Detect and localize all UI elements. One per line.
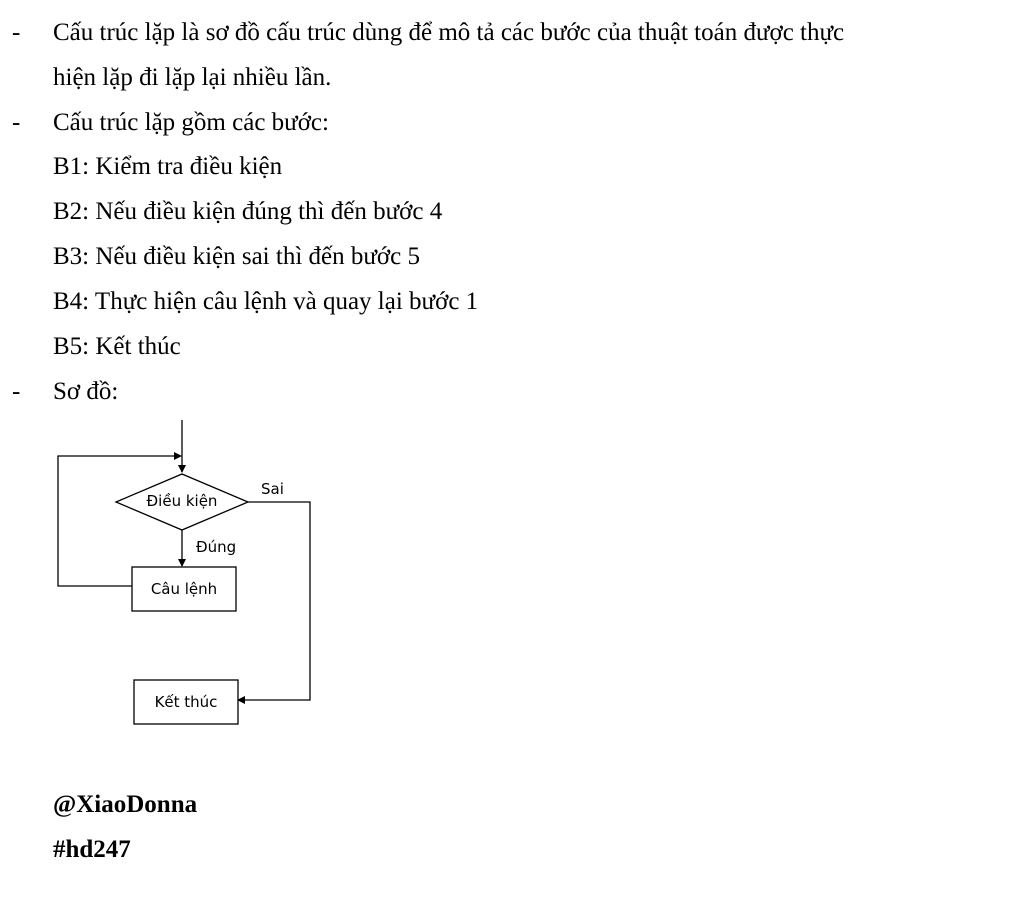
statement-label: Câu lệnh [150, 580, 218, 598]
bullet-dash: - [12, 109, 21, 136]
step-2-text: B2: Nếu điều kiện đúng thì đến bước 4 [53, 198, 443, 225]
step-3-text: B3: Nếu điều kiện sai thì đến bước 5 [53, 243, 420, 270]
definition-text-1: Cấu trúc lặp là sơ đồ cấu trúc dùng để mô tả các bước của thuật toán được thực [53, 19, 845, 46]
step-1-text: B1: Kiểm tra điều kiện [53, 153, 283, 180]
bullet-dash: - [12, 19, 21, 46]
definition-text-2: hiện lặp đi lặp lại nhiều lần. [53, 64, 332, 91]
step-4-text: B4: Thực hiện câu lệnh và quay lại bước 1 [53, 288, 479, 315]
author-handle: @XiaoDonna [53, 791, 198, 818]
false-label: Sai [261, 480, 284, 498]
true-label: Đúng [196, 538, 237, 556]
hashtag: #hd247 [53, 836, 131, 863]
diagram-intro-text: Sơ đồ: [53, 378, 119, 405]
condition-label: Điều kiện [146, 492, 218, 510]
steps-intro-text: Cấu trúc lặp gồm các bước: [53, 109, 329, 136]
loop-flowchart [0, 410, 340, 740]
false-branch-arrow [238, 502, 310, 700]
bullet-dash: - [12, 378, 21, 405]
step-5-text: B5: Kết thúc [53, 333, 181, 360]
end-label: Kết thúc [154, 693, 218, 711]
